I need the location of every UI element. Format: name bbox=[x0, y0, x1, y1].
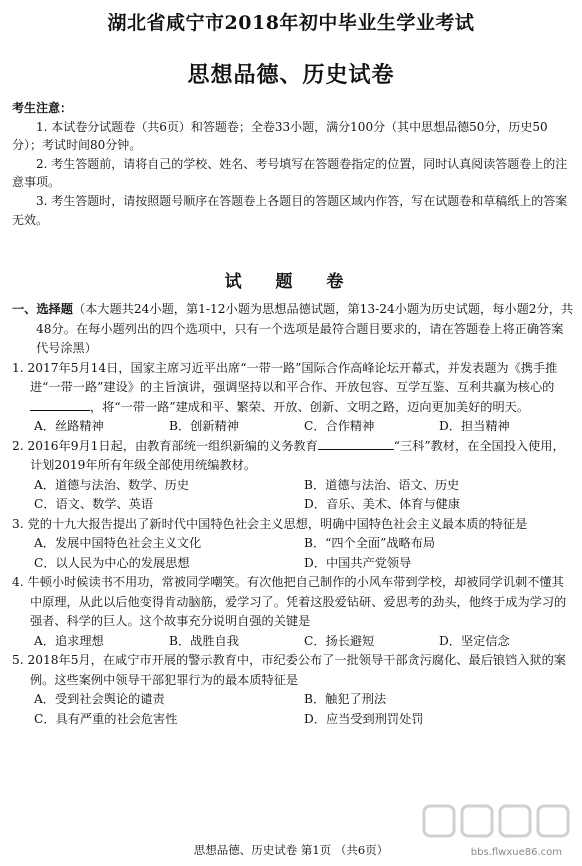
option-d: D．担当精神 bbox=[439, 419, 510, 433]
watermark-logo-icon bbox=[422, 802, 572, 844]
option-c: C．以人民为中心的发展思想 bbox=[34, 555, 190, 570]
section-label: 一、选择题 bbox=[12, 302, 73, 316]
question-2 bbox=[12, 437, 574, 515]
exam-title: 湖北省咸宁市2018年初中毕业生学业考试 bbox=[107, 12, 475, 34]
question-1 bbox=[12, 359, 574, 437]
option-b: B．创新精神 bbox=[169, 419, 239, 433]
notice-item: 3. 考生答题时，请按照题号顺序在答题卷上各题目的答题区域内作答，写在试题卷和草稿纸上的答案无效。 bbox=[12, 193, 568, 227]
option-b: B．“四个全面”战略布局 bbox=[304, 536, 436, 550]
question-stem: 2. 2016年9月1日起，由教育部统一组织新编的义务教育 bbox=[12, 438, 318, 453]
option-c: C．具有严重的社会危害性 bbox=[34, 711, 178, 726]
answer-blank bbox=[318, 437, 394, 450]
question-stem: 3. 党的十九大报告提出了新时代中国特色社会主义思想，明确中国特色社会主义最本质的特征是 bbox=[12, 516, 528, 531]
question-stem: 4. 牛顿小时候读书不用功，常被同学嘲笑。有次他把自己制作的小风车带到学校，却被同学讥刺不懂其中原理，从此以后他变得肯动脑筋，爱学习了。凭着这股爱钻研、爱思考的劲头，他终于成为学习的强者、科学的巨人。这个故事充分说明自强的关键是 bbox=[12, 575, 567, 628]
option-c: C．语文、数学、英语 bbox=[34, 497, 154, 511]
option-a: A．受到社会舆论的谴责 bbox=[34, 692, 165, 706]
page-footer: 思想品德、历史试卷 第1页 （共6页） bbox=[193, 843, 389, 857]
exam-subtitle: 思想品德、历史试卷 bbox=[187, 62, 395, 88]
question-stem: 1. 2017年5月14日，国家主席习近平出席“一带一路”国际合作高峰论坛开幕式，并发表题为《携手推进“一带一路”建设》的主旨演讲，强调坚持以和平合作、开放包容、互学互鉴、互利共赢为核心的 bbox=[12, 360, 558, 394]
option-b: B．战胜自我 bbox=[169, 633, 239, 648]
question-stem: 5. 2018年5月，在咸宁市开展的警示教育中，市纪委公布了一批领导干部贪污腐化、最后锒铛入狱的案例。这些案例中领导干部犯罪行为的最本质特征是 bbox=[12, 653, 566, 687]
option-a: A．追求理想 bbox=[34, 633, 104, 648]
candidate-notice bbox=[12, 99, 574, 229]
notice-item: 1. 本试卷分试题卷（共6页）和答题卷；全卷33小题，满分100分（其中思想品德50分，历史50分）；考试时间80分钟。 bbox=[12, 119, 548, 153]
option-a: A．丝路精神 bbox=[34, 419, 104, 433]
option-b: B．触犯了刑法 bbox=[304, 692, 387, 706]
option-d: D．中国共产党领导 bbox=[304, 555, 412, 570]
option-a: A．发展中国特色社会主义文化 bbox=[34, 536, 202, 550]
notice-item: 2. 考生答题前，请将自己的学校、姓名、考号填写在答题卷指定的位置，同时认真阅读答题卷上的注意事项。 bbox=[12, 156, 568, 190]
question-4 bbox=[12, 573, 574, 651]
question-stem-end: “三科”教材，在全国投入使用，计划2019年所有年级全部使用统编教材。 bbox=[30, 438, 565, 472]
question-5 bbox=[12, 651, 574, 729]
question-stem-end: ，将“一带一路”建成和平、繁荣、开放、创新、文明之路，迈向更加美好的明天。 bbox=[90, 399, 530, 414]
option-c: C．合作精神 bbox=[304, 419, 375, 433]
option-a: A．道德与法治、数学、历史 bbox=[34, 477, 190, 492]
notice-heading: 考生注意： bbox=[12, 101, 73, 115]
section-intro bbox=[12, 300, 574, 359]
option-c: C．扬长避短 bbox=[304, 633, 375, 648]
option-d: D．坚定信念 bbox=[439, 633, 510, 648]
option-d: D．音乐、美术、体育与健康 bbox=[304, 497, 461, 511]
option-b: B．道德与法治、语文、历史 bbox=[304, 477, 460, 492]
question-3 bbox=[12, 515, 574, 574]
option-d: D．应当受到刑罚处罚 bbox=[304, 711, 424, 726]
section-title: 试 题 卷 bbox=[224, 272, 358, 292]
answer-blank bbox=[30, 398, 90, 411]
watermark-text: bbs.flwxue86.com bbox=[470, 847, 562, 858]
section-instructions: （本大题共24小题，第1-12小题为思想品德试题，第13-24小题为历史试题，每小题2分，共48分。在每小题列出的四个选项中，只有一个选项是最符合题目要求的，请在答题卷上将正确答案代号涂黑） bbox=[36, 302, 574, 355]
question-area bbox=[12, 300, 574, 729]
